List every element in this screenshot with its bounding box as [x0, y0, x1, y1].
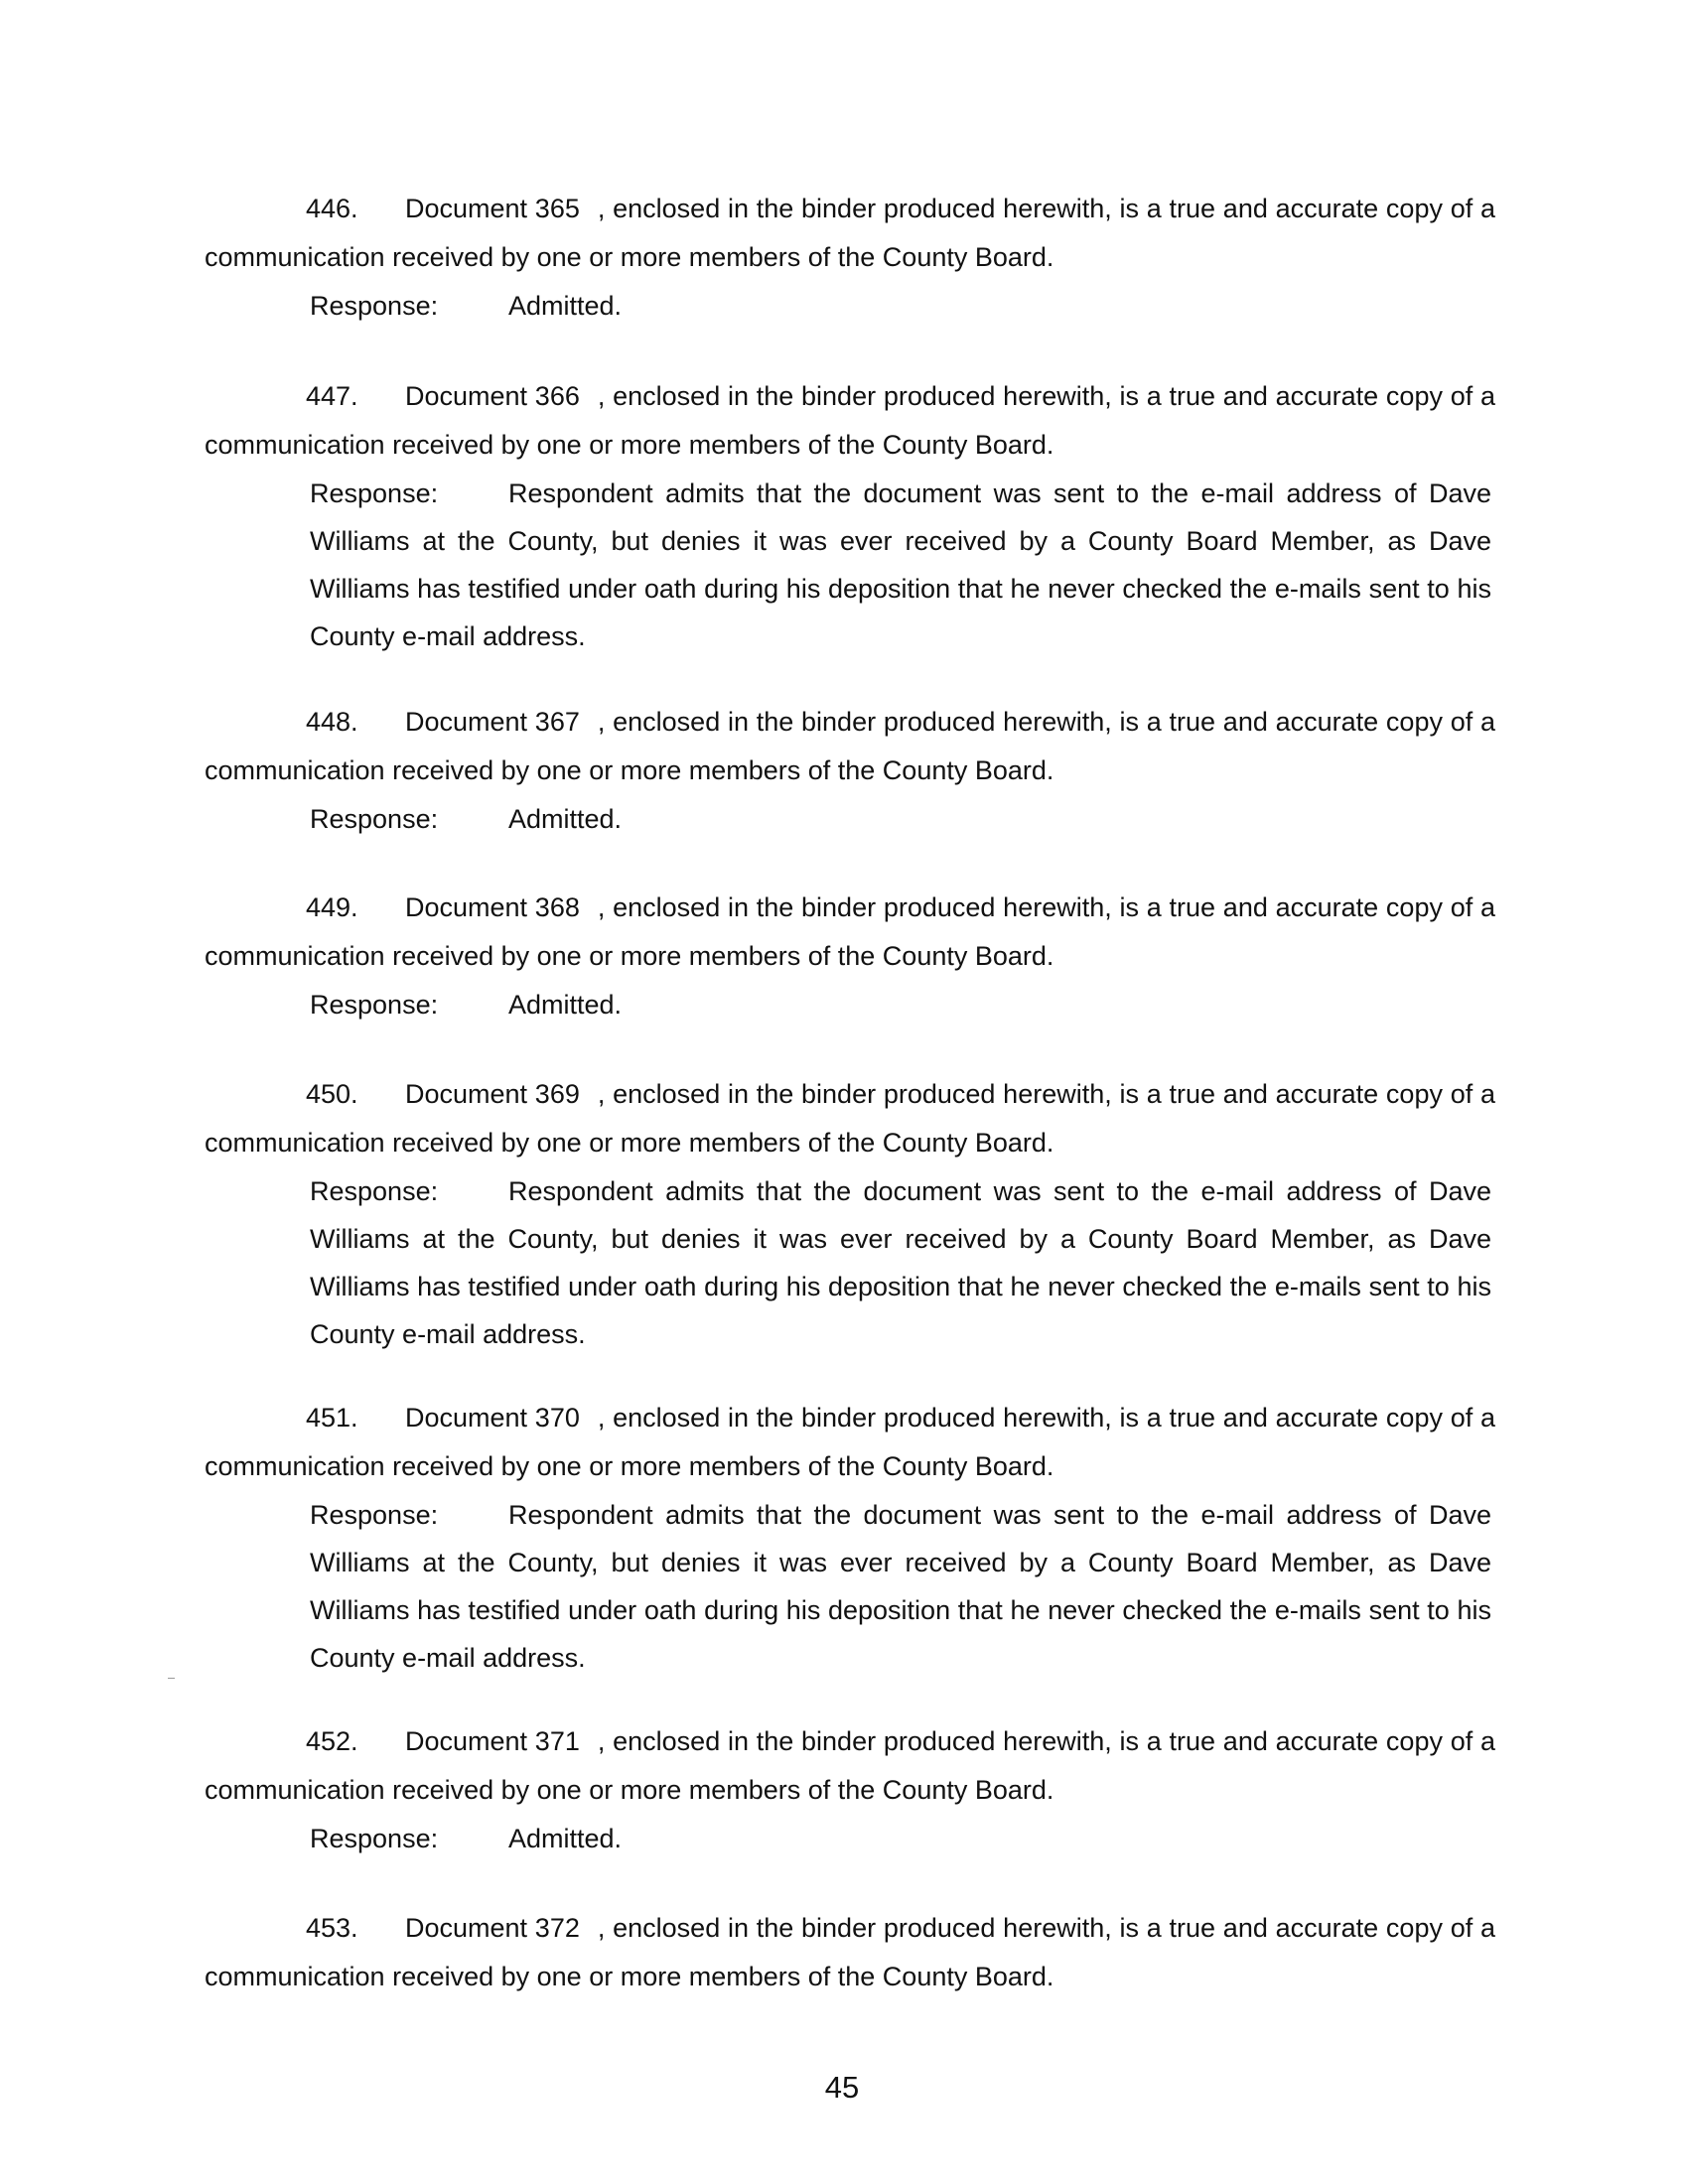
response-text: Respondent admits that the document was sent to the e-mail address of Dave Williams at the County, but denies it was ever received by a County Board Member, as Dave Williams has testified under oath during his deposition that he never checked the e-mails sent to his County e-mail address. [310, 1500, 1491, 1673]
response-label: Response: [310, 990, 439, 1020]
response-label: Response: [310, 1500, 439, 1530]
request-text [205, 185, 1495, 282]
request-body: , enclosed in the binder produced herewith, is a true and accurate copy of a communication received by one or more members of the County Board. [205, 1079, 1496, 1158]
request-446 [205, 185, 1495, 330]
request-449 [205, 884, 1495, 1028]
request-number: 449. [306, 892, 358, 922]
response [310, 1815, 1495, 1862]
document-id: Document 366 [405, 381, 580, 411]
request-number: 447. [306, 381, 358, 411]
document-id: Document 371 [405, 1726, 580, 1756]
request-text [205, 1717, 1495, 1815]
response [310, 1491, 1491, 1682]
response-text: Admitted. [508, 291, 623, 321]
request-number: 451. [306, 1403, 358, 1433]
response-text: Admitted. [508, 804, 623, 834]
response-text: Respondent admits that the document was sent to the e-mail address of Dave Williams at the County, but denies it was ever received by a County Board Member, as Dave Williams has testified under oath during his deposition that he never checked the e-mails sent to his County e-mail address. [310, 478, 1491, 651]
response-label: Response: [310, 291, 439, 321]
page-number: 45 [824, 2070, 860, 2105]
margin-mark [168, 1678, 175, 1679]
request-number: 452. [306, 1726, 358, 1756]
response-text: Respondent admits that the document was sent to the e-mail address of Dave Williams at the County, but denies it was ever received by a County Board Member, as Dave Williams has testified under oath during his deposition that he never checked the e-mails sent to his County e-mail address. [310, 1176, 1491, 1349]
response-text: Admitted. [508, 1824, 623, 1853]
document-id: Document 365 [405, 194, 580, 223]
request-text [205, 884, 1495, 981]
request-body: , enclosed in the binder produced herewith, is a true and accurate copy of a communication received by one or more members of the County Board. [205, 1403, 1496, 1481]
request-number: 448. [306, 707, 358, 737]
document-id: Document 369 [405, 1079, 580, 1109]
request-number: 453. [306, 1913, 358, 1943]
response-label: Response: [310, 478, 439, 508]
request-body: , enclosed in the binder produced herewith, is a true and accurate copy of a communication received by one or more members of the County Board. [205, 1913, 1496, 1991]
response [310, 795, 1495, 843]
response [310, 1167, 1491, 1358]
request-number: 450. [306, 1079, 358, 1109]
request-body: , enclosed in the binder produced herewith, is a true and accurate copy of a communication received by one or more members of the County Board. [205, 707, 1496, 785]
request-448 [205, 698, 1495, 843]
request-451 [205, 1394, 1495, 1682]
request-body: , enclosed in the binder produced herewith, is a true and accurate copy of a communication received by one or more members of the County Board. [205, 892, 1496, 971]
response [310, 981, 1495, 1028]
response-label: Response: [310, 1176, 439, 1206]
request-text [205, 1394, 1495, 1491]
request-453 [205, 1904, 1495, 2001]
request-text [205, 1904, 1495, 2001]
response [310, 470, 1491, 660]
request-447 [205, 372, 1495, 660]
document-id: Document 367 [405, 707, 580, 737]
request-body: , enclosed in the binder produced herewith, is a true and accurate copy of a communication received by one or more members of the County Board. [205, 194, 1496, 272]
document-id: Document 368 [405, 892, 580, 922]
request-body: , enclosed in the binder produced herewith, is a true and accurate copy of a communication received by one or more members of the County Board. [205, 1726, 1496, 1805]
request-text [205, 1070, 1495, 1167]
response-label: Response: [310, 804, 439, 834]
response [310, 282, 1495, 330]
document-id: Document 372 [405, 1913, 580, 1943]
request-body: , enclosed in the binder produced herewith, is a true and accurate copy of a communication received by one or more members of the County Board. [205, 381, 1496, 460]
request-text [205, 698, 1495, 795]
request-number: 446. [306, 194, 358, 223]
request-text [205, 372, 1495, 470]
response-label: Response: [310, 1824, 439, 1853]
request-450 [205, 1070, 1495, 1358]
document-id: Document 370 [405, 1403, 580, 1433]
response-text: Admitted. [508, 990, 623, 1020]
request-452 [205, 1717, 1495, 1862]
